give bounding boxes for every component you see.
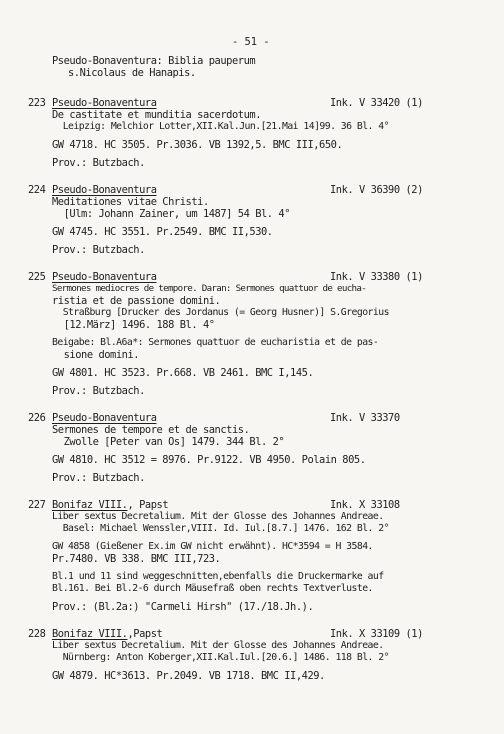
entry-title: De castitate et munditia sacerdotum. [52,109,262,121]
entry-author: Bonifaz VIII. [52,628,128,640]
entry-title: Meditationes vitae Christi. [52,196,209,208]
intro-line: Pseudo-Bonaventura: Biblia pauperum [52,55,256,67]
entry-provenance: Prov.: (Bl.2a:) "Carmeli Hirsh" (17./18.Jh.). [52,601,314,613]
entry-title: Liber sextus Decretalium. Mit der Glosse des Johannes Andreae. [52,640,384,651]
entry-number: 226 [28,412,46,424]
entry-shelfmark: Ink. V 33420 (1) [330,97,423,109]
entry-author: Pseudo-Bonaventura [52,97,157,109]
entry-author: Pseudo-Bonaventura [52,412,157,424]
entry-imprint: Basel: Michael Wenssler,VIII. Id. Iul.[8.7.] 1476. 162 Bl. 2° [52,523,389,534]
intro-line: s.Nicolaus de Hanapis. [68,67,196,79]
entry-references: GW 4858 (Gießener Ex.im GW nicht erwähnt). HC*3594 = H 3584. [52,541,373,552]
entry-imprint: Zwolle [Peter van Os] 1479. 344 Bl. 2° [52,436,285,448]
entry-shelfmark: Ink. X 33108 [330,499,400,511]
page-number: - 51 - [232,36,270,48]
entry-references: Pr.7480. VB 338. BMC III,723. [52,553,221,565]
entry-author-suffix: ,Papst [127,628,163,640]
entry-number: 228 [28,628,46,640]
entry-imprint: Leipzig: Melchior Lotter,XII.Kal.Jun.[21.Mai 14]99. 36 Bl. 4° [52,121,389,132]
entry-references: GW 4801. HC 3523. Pr.668. VB 2461. BMC I,145. [52,367,314,379]
entry-shelfmark: Ink. V 36390 (2) [330,184,423,196]
entry-references: GW 4810. HC 3512 = 8976. Pr.9122. VB 4950. Polain 805. [52,454,366,466]
entry-imprint: [12.März] 1496. 188 Bl. 4° [52,319,215,331]
entry-imprint: Straßburg [Drucker des Jordanus (= Georg Husner)] S.Gregorius [52,307,389,318]
entry-number: 227 [28,499,46,511]
entry-note: Bl.161. Bei Bl.2-6 durch Mäusefraß oben rechts Textverluste. [52,583,373,594]
entry-author: Pseudo-Bonaventura [52,184,157,196]
entry-imprint: [Ulm: Johann Zainer, um 1487] 54 Bl. 4° [52,208,291,220]
entry-shelfmark: Ink. V 33370 [330,412,400,424]
entry-provenance: Prov.: Butzbach. [52,244,145,256]
entry-provenance: Prov.: Butzbach. [52,472,145,484]
entry-title: ristia et de passione domini. [52,295,221,307]
entry-note: Bl.1 und 11 sind weggeschnitten,ebenfalls die Druckermarke auf [52,571,384,582]
entry-note: Beigabe: Bl.A6a*: Sermones quattuor de eucharistia et de pas- [52,337,379,348]
entry-note: sione domini. [52,349,140,361]
entry-provenance: Prov.: Butzbach. [52,157,145,169]
entry-shelfmark: Ink. V 33380 (1) [330,271,423,283]
entry-author-line [52,628,162,640]
entry-number: 225 [28,271,46,283]
entry-provenance: Prov.: Butzbach. [52,385,145,397]
entry-number: 224 [28,184,46,196]
entry-references: GW 4879. HC*3613. Pr.2049. VB 1718. BMC II,429. [52,670,325,682]
entry-references: GW 4718. HC 3505. Pr.3036. VB 1392,5. BMC III,650. [52,139,343,151]
entry-imprint: Nürnberg: Anton Koberger,XII.Kal.Iul.[20.6.] 1486. 118 Bl. 2° [52,652,389,663]
entry-author: Bonifaz VIII. [52,499,128,511]
entry-shelfmark: Ink. X 33109 (1) [330,628,423,640]
entry-title: Liber sextus Decretalium. Mit der Glosse des Johannes Andreae. [52,511,384,522]
entry-author-line [52,499,168,511]
entry-author-suffix: , Papst [127,499,169,511]
entry-title: Sermones de tempore et de sanctis. [52,424,250,436]
entry-author: Pseudo-Bonaventura [52,271,157,283]
entry-number: 223 [28,97,46,109]
entry-title: Sermones mediocres de tempore. Daran: Sermones quattuor de eucha- [52,283,367,294]
entry-references: GW 4745. HC 3551. Pr.2549. BMC II,530. [52,226,273,238]
